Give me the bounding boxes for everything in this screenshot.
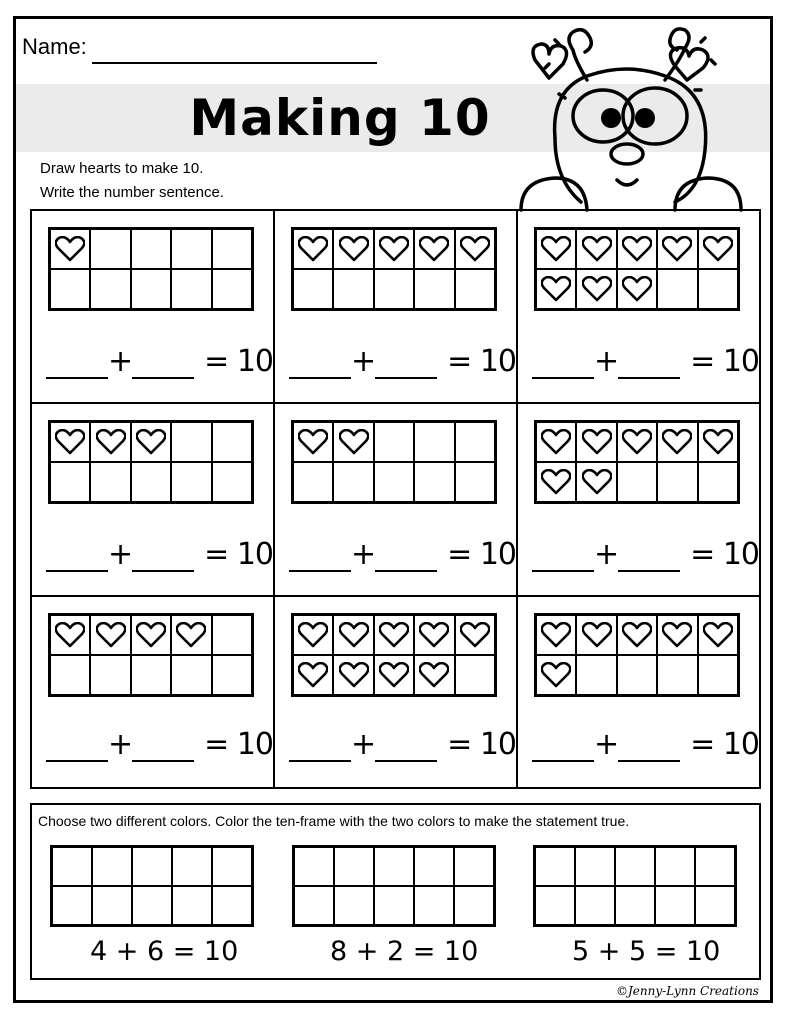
heart-icon [379,236,409,262]
problem-cell [518,211,759,404]
number-sentence [289,344,516,379]
ten-frame-square[interactable] [90,422,130,462]
ten-frame-square[interactable] [374,269,414,309]
ten-frame-square[interactable] [698,422,738,462]
ten-frame-square[interactable] [50,229,90,269]
ten-frame-square[interactable] [414,615,454,655]
ten-frame-square[interactable] [617,422,657,462]
statement-2: 8 + 2 = 10 [330,936,479,967]
ten-frame[interactable] [534,227,740,311]
ten-frame-square[interactable] [212,615,252,655]
heart-icon [582,469,612,495]
problem-cell [518,597,759,787]
answer-blank-1[interactable] [289,353,351,379]
ten-frame-square[interactable] [455,229,495,269]
problem-cell [518,404,759,597]
ten-frame-square[interactable] [90,655,130,695]
ten-frame[interactable] [291,420,497,504]
equals-ten: = 10 [690,344,759,379]
problem-cell [32,597,275,787]
ten-frame-square[interactable] [617,269,657,309]
ten-frame-square[interactable] [90,615,130,655]
heart-icon [96,622,126,648]
heart-icon [541,469,571,495]
heart-icon [136,429,166,455]
ten-frame-square[interactable] [293,655,333,695]
heart-icon [339,236,369,262]
ten-frame-square[interactable] [617,229,657,269]
heart-icon [622,429,652,455]
ten-frame-square[interactable] [212,269,252,309]
ten-frame-square[interactable] [293,462,333,502]
ten-frame-square[interactable] [374,422,414,462]
ten-frame-square[interactable] [698,615,738,655]
plus-sign: + [108,537,133,572]
ten-frame-square[interactable] [212,655,252,695]
heart-icon [622,236,652,262]
heart-icon [582,622,612,648]
heart-icon [662,622,692,648]
ten-frame-square[interactable] [131,422,171,462]
answer-blank-2[interactable] [375,353,437,379]
ten-frame-square[interactable] [455,655,495,695]
heart-icon [703,236,733,262]
number-sentence [289,727,516,762]
ten-frame[interactable] [48,227,254,311]
ten-frame-square[interactable] [657,655,697,695]
ten-frame-square[interactable] [657,422,697,462]
heart-icon [55,429,85,455]
ten-frame-square[interactable] [50,655,90,695]
heart-icon [298,236,328,262]
ten-frame-square[interactable] [374,229,414,269]
instruction-line-1: Draw hearts to make 10. [40,160,204,177]
heart-icon [419,662,449,688]
ten-frame-square[interactable] [50,422,90,462]
ten-frame-square[interactable] [698,462,738,502]
ten-frame-square[interactable] [90,462,130,502]
color-ten-frame-1[interactable] [50,845,254,927]
ten-frame-square[interactable] [536,269,576,309]
ten-frame-square[interactable] [576,615,616,655]
page-title: Making 10 [189,89,491,147]
ten-frame-square[interactable] [536,422,576,462]
heart-icon [622,276,652,302]
heart-icon [136,622,166,648]
problem-cell [275,597,518,787]
ten-frame-square[interactable] [657,269,697,309]
ten-frame-square[interactable] [131,655,171,695]
color-ten-frame-2[interactable] [292,845,496,927]
number-sentence [46,727,273,762]
equals-ten: = 10 [204,537,273,572]
ten-frame-square[interactable] [293,615,333,655]
ten-frame-square[interactable] [536,615,576,655]
name-write-line[interactable] [92,62,377,64]
ten-frame-square[interactable] [414,422,454,462]
heart-icon [541,622,571,648]
answer-blank-2[interactable] [618,546,680,572]
answer-blank-2[interactable] [132,353,194,379]
answer-blank-2[interactable] [618,736,680,762]
heart-icon [460,236,490,262]
ten-frame-square[interactable] [333,269,373,309]
plus-sign: + [594,537,619,572]
plus-sign: + [594,727,619,762]
heart-icon [622,622,652,648]
heart-icon [298,429,328,455]
number-sentence [532,344,759,379]
ten-frame-square[interactable] [576,462,616,502]
heart-icon [339,622,369,648]
ten-frame-square[interactable] [90,269,130,309]
problem-cell [32,211,275,404]
answer-blank-1[interactable] [46,353,108,379]
heart-icon [379,622,409,648]
ten-frame-square[interactable] [698,655,738,695]
answer-blank-1[interactable] [289,736,351,762]
instruction-line-2: Write the number sentence. [40,184,224,201]
ten-frame-square[interactable] [131,269,171,309]
ten-frame-square[interactable] [131,229,171,269]
heart-icon [662,429,692,455]
heart-icon [96,429,126,455]
ten-frame-square[interactable] [333,615,373,655]
ten-frame-square[interactable] [171,269,211,309]
answer-blank-1[interactable] [46,546,108,572]
heart-icon [298,622,328,648]
ten-frame-square[interactable] [131,615,171,655]
heart-icon [541,662,571,688]
answer-blank-2[interactable] [132,546,194,572]
heart-icon [176,622,206,648]
ten-frame-square[interactable] [414,655,454,695]
ten-frame-square[interactable] [536,462,576,502]
heart-icon [582,276,612,302]
ten-frame-square[interactable] [455,269,495,309]
ten-frame-square[interactable] [333,422,373,462]
answer-blank-1[interactable] [289,546,351,572]
plus-sign: + [108,344,133,379]
equals-ten: = 10 [447,537,516,572]
answer-blank-2[interactable] [618,353,680,379]
heart-icon [419,622,449,648]
ten-frame-square[interactable] [50,462,90,502]
equals-ten: = 10 [447,344,516,379]
answer-blank-1[interactable] [46,736,108,762]
ten-frame-square[interactable] [698,269,738,309]
plus-sign: + [351,727,376,762]
number-sentence [46,344,273,379]
ten-frame-square[interactable] [455,422,495,462]
heart-icon [541,429,571,455]
ten-frame[interactable] [48,420,254,504]
ten-frame-square[interactable] [617,655,657,695]
answer-blank-1[interactable] [532,353,594,379]
heart-icon [541,276,571,302]
problem-cell [275,404,518,597]
ten-frame-square[interactable] [414,229,454,269]
heart-icon [298,662,328,688]
ten-frame-square[interactable] [171,422,211,462]
ten-frame-square[interactable] [657,229,697,269]
statement-3: 5 + 5 = 10 [572,936,721,967]
ten-frame-square[interactable] [414,269,454,309]
ten-frame-square[interactable] [374,655,414,695]
answer-blank-1[interactable] [532,736,594,762]
ten-frame-square[interactable] [333,462,373,502]
copyright: ©Jenny-Lynn Creations [616,984,759,998]
ten-frame-square[interactable] [374,462,414,502]
equals-ten: = 10 [204,727,273,762]
heart-icon [703,622,733,648]
problems-grid [30,209,761,789]
heart-icon [55,622,85,648]
heart-icon [379,662,409,688]
ten-frame-square[interactable] [414,462,454,502]
statement-1: 4 + 6 = 10 [90,936,239,967]
ten-frame-square[interactable] [293,229,333,269]
ten-frame-square[interactable] [293,269,333,309]
answer-blank-2[interactable] [375,736,437,762]
ten-frame-square[interactable] [576,229,616,269]
number-sentence [46,537,273,572]
plus-sign: + [108,727,133,762]
equals-ten: = 10 [690,727,759,762]
monster-illustration [515,20,745,212]
problem-cell [275,211,518,404]
ten-frame-square[interactable] [212,422,252,462]
ten-frame-square[interactable] [617,462,657,502]
problem-cell [32,404,275,597]
heart-icon [582,429,612,455]
coloring-instruction: Choose two different colors. Color the ten-frame with the two colors to make the statement true. [38,813,630,829]
ten-frame-square[interactable] [576,422,616,462]
ten-frame-square[interactable] [536,655,576,695]
ten-frame-square[interactable] [131,462,171,502]
ten-frame-square[interactable] [576,655,616,695]
heart-icon [55,236,85,262]
ten-frame-square[interactable] [171,655,211,695]
ten-frame-square[interactable] [171,462,211,502]
heart-icon [339,429,369,455]
ten-frame-square[interactable] [374,615,414,655]
ten-frame-square[interactable] [50,615,90,655]
plus-sign: + [351,344,376,379]
ten-frame-square[interactable] [90,229,130,269]
ten-frame-square[interactable] [455,462,495,502]
equals-ten: = 10 [447,727,516,762]
ten-frame[interactable] [48,613,254,697]
equals-ten: = 10 [690,537,759,572]
number-sentence [532,537,759,572]
number-sentence [532,727,759,762]
ten-frame[interactable] [291,613,497,697]
ten-frame-square[interactable] [657,462,697,502]
ten-frame[interactable] [291,227,497,311]
ten-frame-square[interactable] [171,615,211,655]
equals-ten: = 10 [204,344,273,379]
name-label: Name: [22,34,87,59]
plus-sign: + [351,537,376,572]
ten-frame-square[interactable] [698,229,738,269]
answer-blank-1[interactable] [532,546,594,572]
ten-frame[interactable] [534,613,740,697]
ten-frame-square[interactable] [576,269,616,309]
heart-icon [541,236,571,262]
ten-frame-square[interactable] [657,615,697,655]
ten-frame-square[interactable] [171,229,211,269]
heart-icon [582,236,612,262]
ten-frame-square[interactable] [455,615,495,655]
ten-frame-square[interactable] [617,615,657,655]
heart-icon [662,236,692,262]
number-sentence [289,537,516,572]
ten-frame-square[interactable] [50,269,90,309]
ten-frame-square[interactable] [333,229,373,269]
plus-sign: + [594,344,619,379]
ten-frame-square[interactable] [212,462,252,502]
ten-frame-square[interactable] [536,229,576,269]
answer-blank-2[interactable] [132,736,194,762]
ten-frame[interactable] [534,420,740,504]
ten-frame-square[interactable] [293,422,333,462]
heart-icon [419,236,449,262]
ten-frame-square[interactable] [212,229,252,269]
color-ten-frame-3[interactable] [533,845,737,927]
heart-icon [339,662,369,688]
ten-frame-square[interactable] [333,655,373,695]
heart-icon [703,429,733,455]
heart-icon [460,622,490,648]
answer-blank-2[interactable] [375,546,437,572]
